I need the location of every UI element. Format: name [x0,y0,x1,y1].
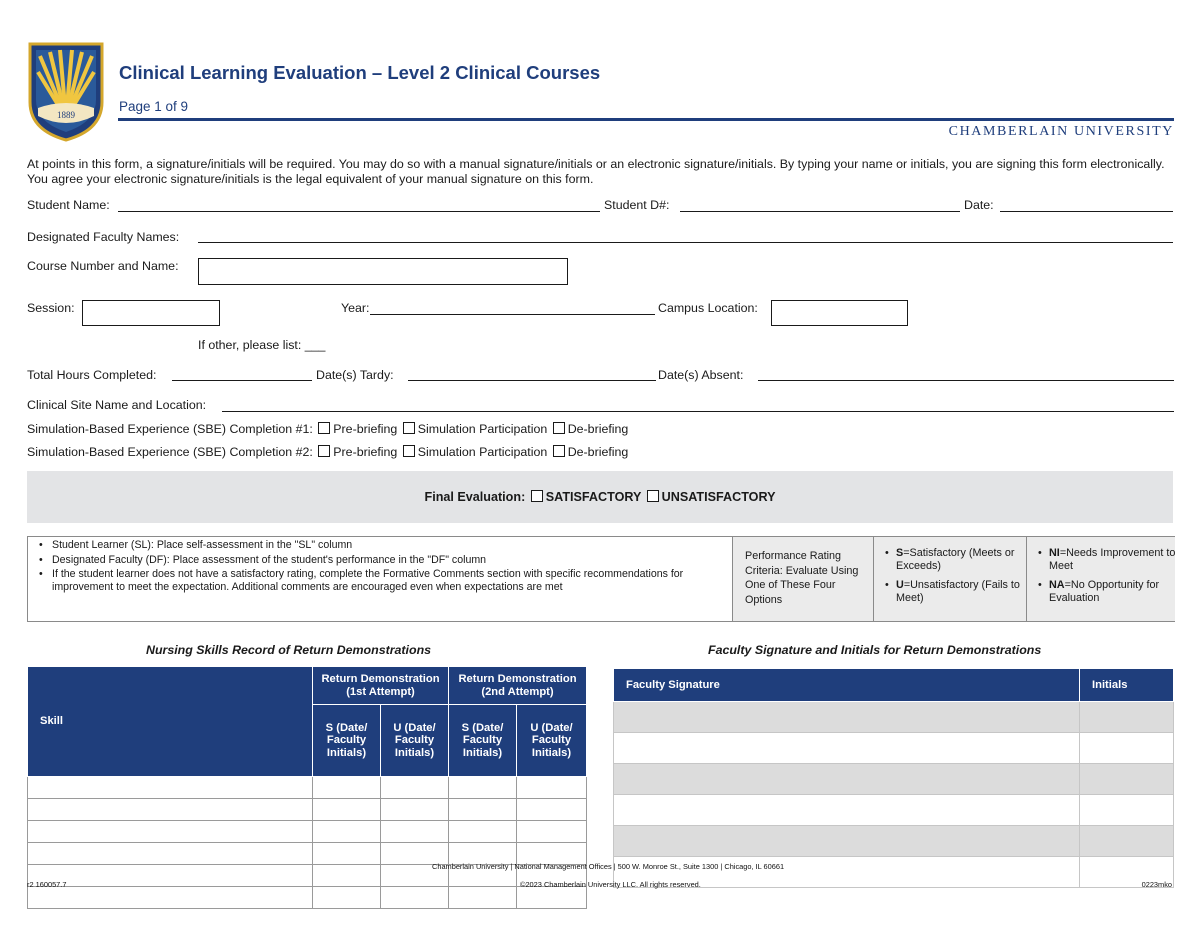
skill-cell[interactable] [28,887,313,909]
signature-cell[interactable] [614,795,1080,826]
footer-left-code: r2 160057.7 [27,880,67,889]
sbe-row-2 [27,445,628,459]
faculty-signature-table [613,668,1174,888]
satisfactory-checkbox[interactable] [531,490,543,502]
instruction-item: • Student Learner (SL): Place self-assessment in the "SL" column [36,539,688,552]
attempt-1-u-header: U (Date/ Faculty Initials) [381,705,449,777]
satisfactory-label: SATISFACTORY [545,490,642,504]
signature-cell[interactable] [614,826,1080,857]
attempt-cell[interactable] [381,887,449,909]
faculty-signature-header: Faculty Signature [614,669,1080,702]
instruction-item: • If the student learner does not have a satisfactory rating, complete the Formative Comments section with specific recommendations for improvement to meet the expectation. Additional comments are encouraged even when expectations are met [36,568,688,593]
attempt-2-s-header: S (Date/ Faculty Initials) [449,705,517,777]
attempt-2-u-header: U (Date/ Faculty Initials) [517,705,587,777]
student-id-label: Student D#: [604,198,670,212]
campus-input[interactable] [771,300,908,326]
initials-cell[interactable] [1080,826,1174,857]
absent-label: Date(s) Absent: [658,368,744,382]
faculty-names-label: Designated Faculty Names: [27,230,180,244]
unsatisfactory-label: UNSATISFACTORY [661,490,776,504]
attempt-cell[interactable] [449,821,517,843]
skill-cell[interactable] [28,777,313,799]
absent-field[interactable] [758,380,1174,381]
attempt-2-header: Return Demonstration (2nd Attempt) [449,667,587,705]
sbe-1-debriefing-checkbox[interactable] [553,422,565,434]
attempt-cell[interactable] [517,821,587,843]
final-evaluation-label: Final Evaluation: [424,490,526,504]
sbe-1-debriefing-label: De-briefing [567,422,629,436]
attempt-cell[interactable] [381,799,449,821]
instructions-list [28,539,688,593]
attempt-cell[interactable] [449,777,517,799]
page-number: Page 1 of 9 [119,99,189,114]
footer-right-code: 0223mko [1141,880,1172,889]
date-field[interactable] [1000,211,1173,212]
table-row [614,795,1174,826]
attempt-1-header: Return Demonstration (1st Attempt) [313,667,449,705]
attempt-cell[interactable] [517,887,587,909]
year-field[interactable] [370,314,655,315]
sbe-1-prebriefing-label: Pre-briefing [333,422,398,436]
total-hours-field[interactable] [172,380,312,381]
student-id-field[interactable] [680,211,960,212]
final-evaluation [27,490,1173,504]
rating-unsatisfactory: • U=Unsatisfactory (Fails to Meet) [882,579,1032,605]
sbe-2-label: Simulation-Based Experience (SBE) Completion #2: [27,445,313,459]
rating-criteria-label: Performance Rating Criteria: Evaluate Using One of These Four Options [745,550,859,606]
university-name: CHAMBERLAIN UNIVERSITY [948,124,1174,139]
year-label: Year: [341,301,370,315]
initials-cell[interactable] [1080,733,1174,764]
initials-cell[interactable] [1080,764,1174,795]
sbe-2-prebriefing-label: Pre-briefing [333,445,398,459]
rating-s-u-cell [873,537,1026,621]
attempt-cell[interactable] [313,865,381,887]
rating-ni-na-cell [1026,537,1175,621]
table-row [614,733,1174,764]
instruction-item: • Designated Faculty (DF): Place assessment of the student's performance in the "DF" column [36,554,688,567]
table-row [28,777,587,799]
session-input[interactable] [82,300,220,326]
svg-text:1889: 1889 [57,110,75,120]
rating-criteria-box [27,536,1175,622]
final-evaluation-band [27,471,1173,523]
skills-table [27,666,587,909]
signature-cell[interactable] [614,733,1080,764]
sbe-row-1 [27,422,628,436]
if-other-label: If other, please list: ___ [198,338,326,352]
footer-address: Chamberlain University | National Management Offices | 500 W. Monroe St., Suite 1300 | Chicago, IL 60661 [432,862,785,871]
sbe-2-prebriefing-checkbox[interactable] [318,445,330,457]
skills-table-title: Nursing Skills Record of Return Demonstrations [146,643,432,657]
page-title: Clinical Learning Evaluation – Level 2 Clinical Courses [119,62,601,83]
sbe-1-participation-label: Simulation Participation [417,422,548,436]
university-logo [26,42,106,142]
skill-cell[interactable] [28,799,313,821]
sbe-1-label: Simulation-Based Experience (SBE) Completion #1: [27,422,313,436]
e-signature-notice: At points in this form, a signature/initials will be required. You may do so with a manual signature/initials or an electronic signature/initials. By typing your name or initials, you are signing this form electronically. You agree your electronic signature/initials is the legal equivalent of your manual signature on this form. [27,157,1165,186]
sbe-1-prebriefing-checkbox[interactable] [318,422,330,434]
table-row [28,821,587,843]
attempt-cell[interactable] [449,799,517,821]
attempt-cell[interactable] [313,799,381,821]
rating-criteria-cell [732,537,873,621]
tardy-field[interactable] [408,380,656,381]
header-rule [118,118,1174,121]
sbe-1-participation-checkbox[interactable] [403,422,415,434]
course-label: Course Number and Name: [27,259,179,273]
attempt-1-s-header: S (Date/ Faculty Initials) [313,705,381,777]
attempt-cell[interactable] [313,821,381,843]
faculty-names-field[interactable] [198,242,1173,243]
table-row [28,799,587,821]
rating-needs-improvement: • NI=Needs Improvement to Meet [1035,547,1183,573]
tardy-label: Date(s) Tardy: [316,368,394,382]
table-row [614,764,1174,795]
unsatisfactory-checkbox[interactable] [647,490,659,502]
skill-cell[interactable] [28,821,313,843]
student-name-label: Student Name: [27,198,110,212]
total-hours-label: Total Hours Completed: [27,368,157,382]
rating-no-opportunity: • NA=No Opportunity for Evaluation [1035,579,1183,605]
session-label: Session: [27,301,75,315]
skill-cell[interactable] [28,843,313,865]
attempt-cell[interactable] [381,821,449,843]
attempt-cell[interactable] [381,777,449,799]
initials-header: Initials [1080,669,1174,702]
attempt-cell[interactable] [313,887,381,909]
skill-header: Skill [28,667,313,777]
initials-cell[interactable] [1080,702,1174,733]
date-label: Date: [964,198,994,212]
site-label: Clinical Site Name and Location: [27,398,207,412]
attempt-cell[interactable] [313,843,381,865]
attempt-cell[interactable] [449,887,517,909]
attempt-cell[interactable] [517,777,587,799]
faculty-table-title: Faculty Signature and Initials for Return Demonstrations [708,643,1042,657]
sbe-2-participation-checkbox[interactable] [403,445,415,457]
sbe-2-participation-label: Simulation Participation [417,445,548,459]
initials-cell[interactable] [1080,795,1174,826]
student-name-field[interactable] [118,211,600,212]
attempt-cell[interactable] [313,777,381,799]
table-row [614,826,1174,857]
skill-cell[interactable] [28,865,313,887]
table-row [614,702,1174,733]
attempt-cell[interactable] [517,799,587,821]
site-field[interactable] [222,411,1174,412]
signature-cell[interactable] [614,702,1080,733]
rating-satisfactory: • S=Satisfactory (Meets or Exceeds) [882,547,1032,573]
table-row [28,887,587,909]
footer-copyright: ©2023 Chamberlain University LLC. All rights reserved. [520,880,701,889]
course-input[interactable] [198,258,568,285]
campus-label: Campus Location: [658,301,758,315]
sbe-2-debriefing-checkbox[interactable] [553,445,565,457]
sbe-2-debriefing-label: De-briefing [567,445,629,459]
signature-cell[interactable] [614,764,1080,795]
